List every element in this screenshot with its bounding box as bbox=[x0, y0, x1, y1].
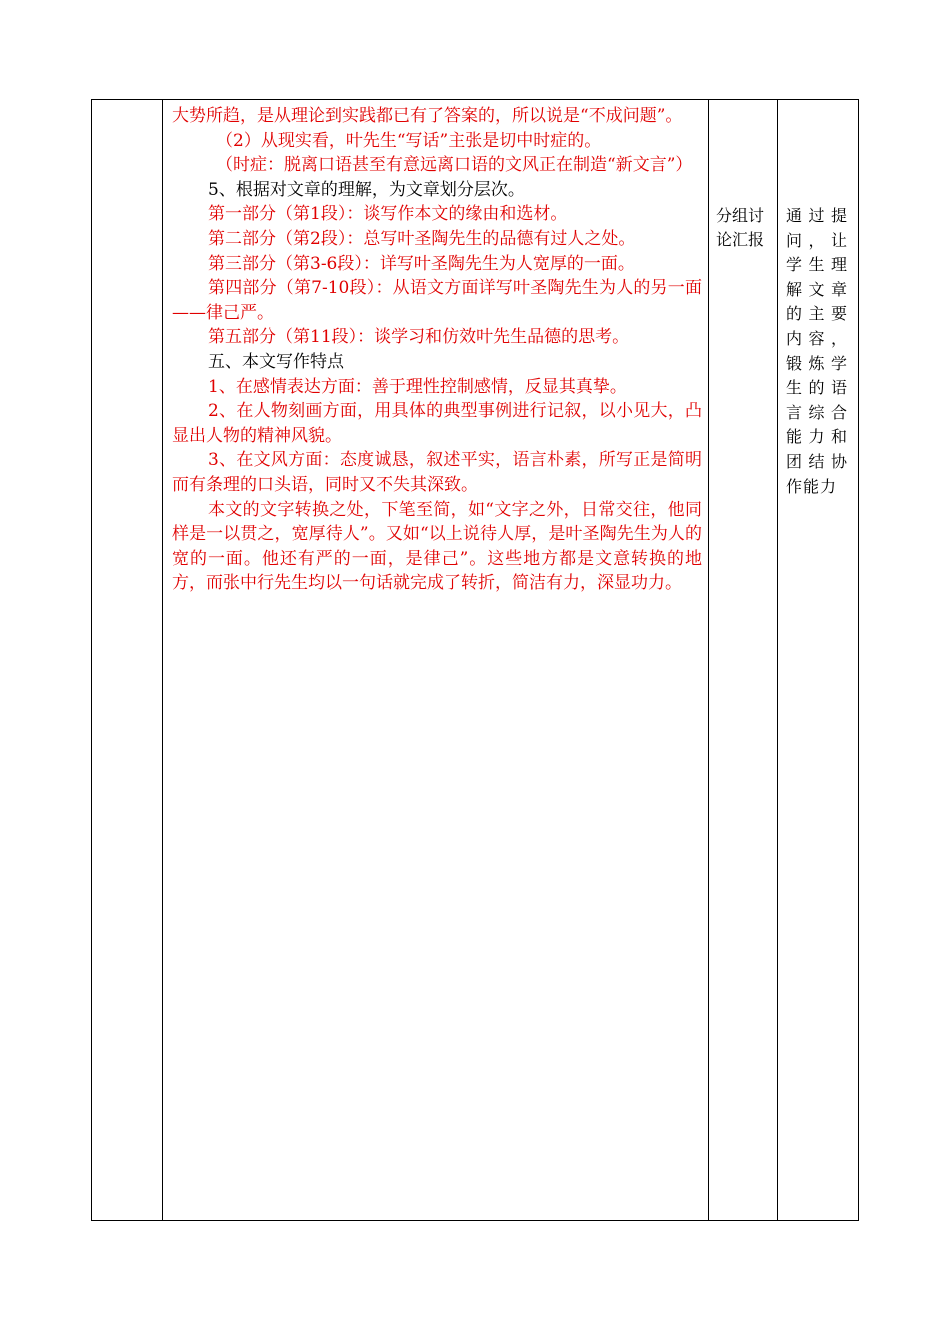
purpose-text-line: 作能力 bbox=[786, 476, 838, 496]
content-paragraph: （时症：脱离口语甚至有意远离口语的文风正在制造“新文言”） bbox=[216, 155, 693, 176]
content-paragraph: 2、在人物刻画方面，用具体的典型事例进行记叙，以小见大，凸显出人物的精神风貌。 bbox=[172, 401, 702, 446]
purpose-text-line: 生的语 bbox=[786, 378, 848, 398]
student-activity-cell bbox=[716, 204, 774, 252]
purpose-text-line: 的主要 bbox=[786, 304, 848, 324]
purpose-text-line: 内容， bbox=[786, 328, 848, 348]
content-paragraph: 大势所趋，是从理论到实践都已有了答案的，所以说是“不成问题”。 bbox=[172, 106, 683, 126]
section-heading: 五、本文写作特点 bbox=[208, 351, 344, 372]
activity-text-line: 论汇报 bbox=[716, 230, 765, 249]
content-paragraph: 本文的文字转换之处，下笔至简，如“文字之外，日常交往，他同样是一以贯之，宽厚待人”。又如“以上说待人厚，是叶圣陶先生为人的宽的一面。他还有严的一面，是律己”。这些地方都是文意转换的地方，而张中行先生均以一句话就完成了转折，简洁有力，深显功力。 bbox=[172, 499, 702, 594]
purpose-text-line: 学生理 bbox=[786, 255, 848, 275]
content-paragraph: 3、在文风方面：态度诚恳，叙述平实，语言朴素，所写正是简明而有条理的口头语，同时又不失其深致。 bbox=[172, 450, 702, 495]
column-divider bbox=[777, 100, 778, 1220]
purpose-text-line: 言综合 bbox=[786, 402, 848, 422]
purpose-text-line: 问，让 bbox=[786, 230, 848, 250]
lesson-table bbox=[91, 99, 859, 1221]
content-paragraph: 1、在感情表达方面：善于理性控制感情，反显其真挚。 bbox=[208, 376, 627, 397]
activity-text-line: 分组讨 bbox=[716, 206, 765, 225]
content-paragraph: 第二部分（第2段）：总写叶圣陶先生的品德有过人之处。 bbox=[208, 228, 636, 249]
content-paragraph: 第四部分（第7-10段）：从语文方面详写叶圣陶先生为人的另一面——律己严。 bbox=[172, 278, 702, 323]
content-paragraph: 第一部分（第1段）：谈写作本文的缘由和选材。 bbox=[208, 204, 568, 225]
content-paragraph: （2）从现实看，叶先生“写话”主张是切中时症的。 bbox=[216, 130, 602, 151]
purpose-text-line: 通过提 bbox=[786, 206, 848, 225]
column-divider bbox=[162, 100, 163, 1220]
design-intent-cell bbox=[786, 204, 848, 499]
purpose-text-line: 团结协 bbox=[786, 451, 848, 471]
teaching-content-cell bbox=[172, 104, 702, 596]
purpose-text-line: 解文章 bbox=[786, 279, 848, 299]
content-paragraph: 第五部分（第11段）：谈学习和仿效叶先生品德的思考。 bbox=[208, 327, 630, 348]
content-paragraph: 第三部分（第3-6段）：详写叶圣陶先生为人宽厚的一面。 bbox=[208, 253, 635, 274]
column-divider bbox=[708, 100, 709, 1220]
purpose-text-line: 锻炼学 bbox=[786, 353, 848, 373]
purpose-text-line: 能力和 bbox=[786, 427, 848, 447]
content-paragraph: 5、根据对文章的理解，为文章划分层次。 bbox=[208, 179, 525, 200]
